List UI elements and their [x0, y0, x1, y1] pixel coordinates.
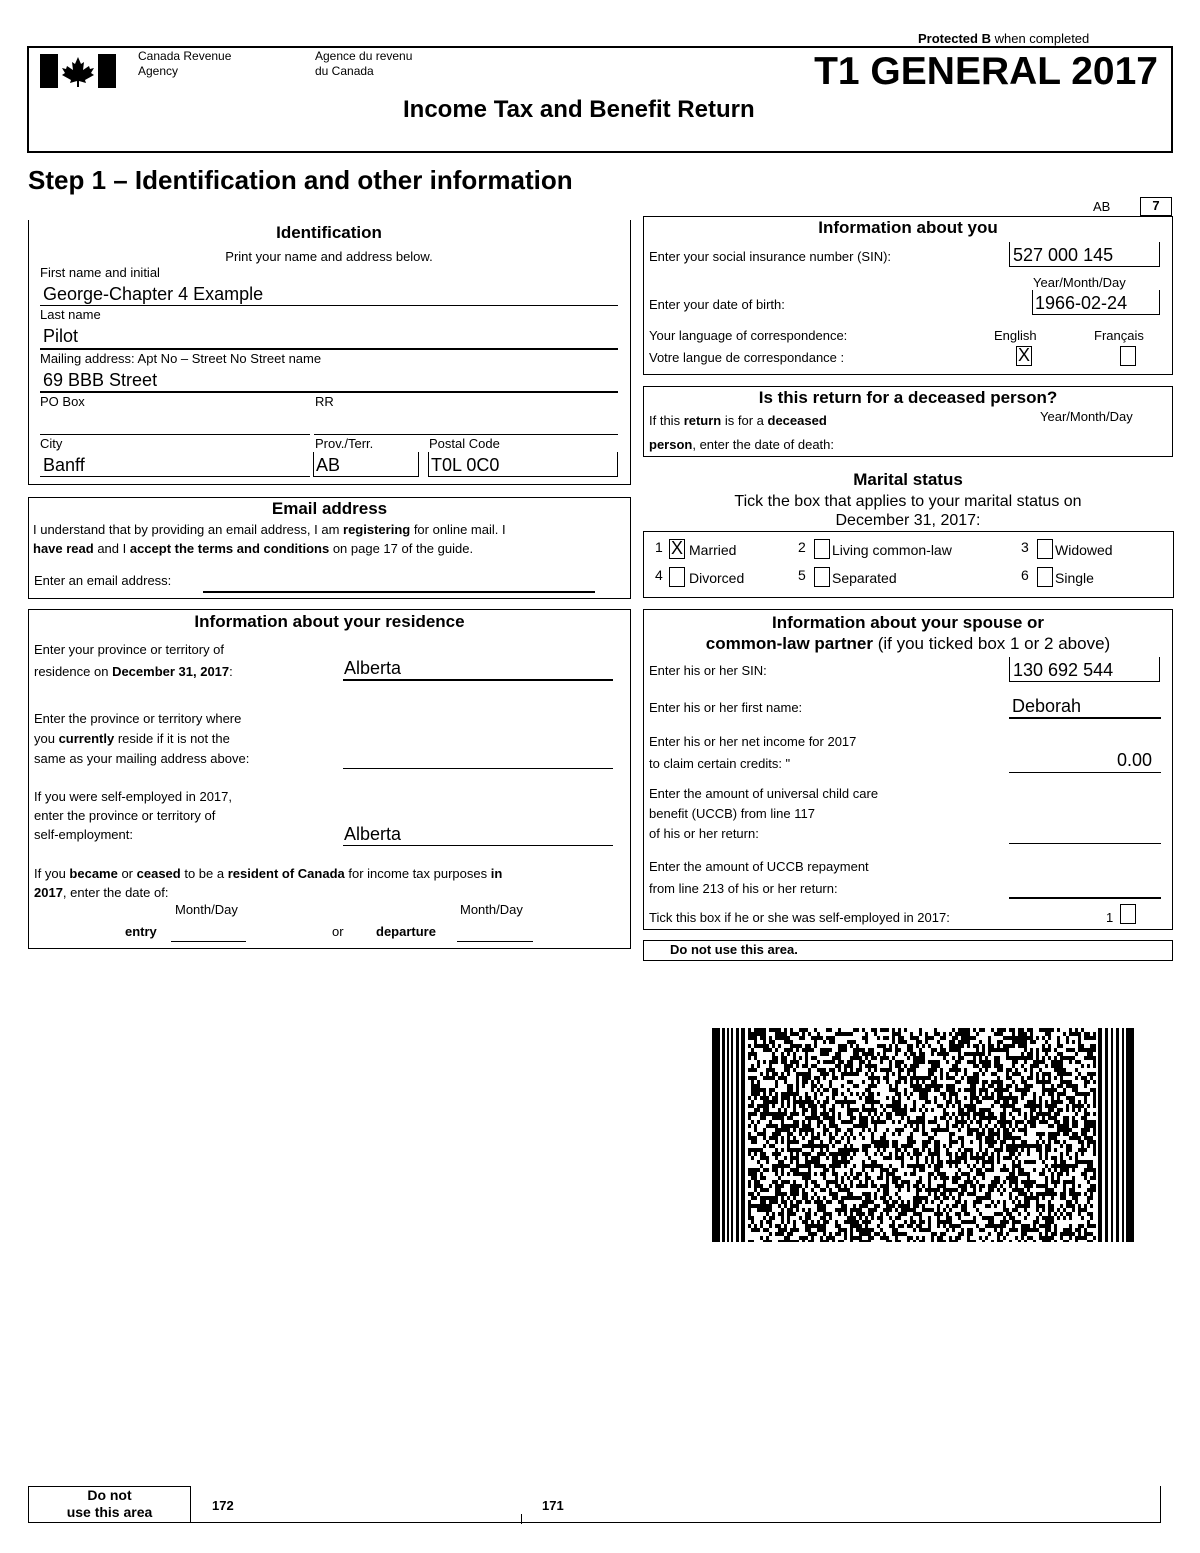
spouse-uccb-field[interactable] [1009, 843, 1161, 844]
spouse-self-employed-label: Tick this box if he or she was self-employed in 2017: [649, 910, 950, 925]
marital-option-common-law[interactable]: 2 Living common-law [798, 539, 952, 558]
or-label: or [332, 924, 344, 939]
province-code: AB [1093, 199, 1111, 214]
current-residence-field[interactable] [343, 768, 613, 769]
separated-checkbox[interactable] [814, 567, 830, 587]
footer-do-not-use-label: Do not use this area [66, 1487, 153, 1520]
spouse-self-employed-checkbox[interactable] [1120, 904, 1136, 924]
current-residence-label: Enter the province or territory where you currently reside if it is not the same as your mailing address above: [34, 711, 250, 766]
francais-checkbox[interactable] [1120, 346, 1136, 366]
postal-code-field[interactable]: T0L 0C0 [431, 455, 500, 475]
francais-label: Français [1094, 328, 1144, 343]
email-consent-text: I understand that by providing an email address, I am registering for online mail. I have read and I accept the terms and conditions on page 17 of the guide. [33, 522, 506, 556]
identification-heading: Identification [276, 223, 382, 242]
email-label: Enter an email address: [34, 573, 172, 588]
province-field[interactable]: AB [316, 455, 341, 475]
spouse-first-name-label: Enter his or her first name: [649, 700, 803, 715]
dob-label: Enter your date of birth: [649, 297, 785, 312]
po-box-label: PO Box [40, 394, 85, 409]
deceased-heading: Is this return for a deceased person? [758, 388, 1058, 407]
entry-date-field[interactable] [171, 941, 246, 942]
province-label: Prov./Terr. [315, 436, 374, 451]
spouse-uccb-repayment-field[interactable] [1009, 897, 1161, 899]
email-heading: Email address [271, 499, 388, 518]
agency-name-fr: Agence du revenu du Canada [315, 49, 413, 78]
mailing-address-label: Mailing address: Apt No – Street No Street name [40, 351, 322, 366]
city-field[interactable]: Banff [43, 455, 85, 475]
postal-code-label: Postal Code [429, 436, 500, 451]
agency-name-en: Canada Revenue Agency [138, 49, 232, 78]
married-checkbox[interactable]: X [670, 538, 683, 558]
email-field[interactable] [203, 591, 595, 593]
spouse-net-income-label: Enter his or her net income for 2017 to claim certain credits: " [649, 734, 857, 771]
english-label: English [994, 328, 1037, 343]
spouse-uccb-label: Enter the amount of universal child care benefit (UCCB) from line 117 of his or her return: [649, 786, 879, 841]
residence-province-label: Enter your province or territory of residence on December 31, 2017: [34, 642, 233, 679]
spouse-first-name-field[interactable]: Deborah [1012, 696, 1082, 716]
dob-field[interactable]: 1966-02-24 [1035, 293, 1128, 313]
single-checkbox[interactable] [1037, 567, 1053, 587]
last-name-label: Last name [40, 307, 101, 322]
sin-field[interactable]: 527 000 145 [1013, 245, 1114, 265]
form-subtitle: Income Tax and Benefit Return [403, 96, 755, 123]
identification-instruction: Print your name and address below. [225, 249, 433, 264]
divorced-checkbox[interactable] [669, 567, 685, 587]
first-name-field[interactable]: George-Chapter 4 Example [43, 284, 264, 304]
english-checkbox[interactable]: X [1017, 345, 1030, 365]
residence-province-field[interactable]: Alberta [344, 658, 402, 678]
common-law-checkbox[interactable] [814, 539, 830, 559]
marital-heading: Marital status [853, 470, 963, 489]
mailing-address-field[interactable]: 69 BBB Street [43, 370, 158, 390]
marital-option-single[interactable]: 6 Single [1021, 567, 1094, 586]
sin-label: Enter your social insurance number (SIN): [649, 249, 892, 264]
spouse-sin-field[interactable]: 130 692 544 [1013, 660, 1114, 680]
self-employment-province-label: If you were self-employed in 2017, enter the province or territory of self-employment: [34, 789, 232, 842]
spouse-net-income-field[interactable]: 0.00 [1116, 750, 1152, 770]
language-label-fr: Votre langue de correspondance : [649, 350, 845, 365]
entry-monthday-label: Month/Day [175, 902, 238, 917]
city-label: City [40, 436, 63, 451]
spouse-uccb-repayment-label: Enter the amount of UCCB repayment from line 213 of his or her return: [649, 859, 869, 896]
form-number-box: 7 [1140, 197, 1172, 216]
self-employment-province-field[interactable]: Alberta [344, 824, 402, 844]
rr-label: RR [315, 394, 334, 409]
about-you-heading: Information about you [818, 218, 998, 237]
form-title: T1 GENERAL 2017 [814, 50, 1158, 93]
do-not-use-label: Do not use this area. [670, 942, 798, 957]
code-172: 172 [212, 1498, 234, 1513]
entry-label: entry [125, 924, 157, 939]
dob-format-label: Year/Month/Day [1033, 275, 1126, 290]
po-box-field[interactable] [40, 434, 310, 435]
spouse-heading: Information about your spouse or common-law partner (if you ticked box 1 or 2 above) [705, 613, 1111, 653]
pdf417-barcode [712, 1028, 1134, 1242]
rr-field[interactable] [314, 434, 618, 435]
marital-option-widowed[interactable]: 3 Widowed [1021, 539, 1113, 558]
deceased-text: If this return is for a deceased person, enter the date of death: [649, 413, 835, 452]
residence-heading: Information about your residence [194, 612, 465, 631]
widowed-checkbox[interactable] [1037, 539, 1053, 559]
spouse-self-employed-number: 1 [1106, 910, 1114, 925]
first-name-label: First name and initial [40, 265, 160, 280]
departure-monthday-label: Month/Day [460, 902, 523, 917]
marital-option-married[interactable]: 1 X Married [655, 538, 737, 558]
spouse-sin-label: Enter his or her SIN: [649, 663, 767, 678]
departure-label: departure [376, 924, 436, 939]
last-name-field[interactable]: Pilot [43, 326, 79, 346]
code-171: 171 [542, 1498, 564, 1513]
marital-instruction: Tick the box that applies to your marital status on December 31, 2017: [734, 493, 1082, 529]
marital-option-divorced[interactable]: 4 Divorced [655, 567, 745, 586]
death-date-format-label: Year/Month/Day [1040, 409, 1133, 424]
language-label-en: Your language of correspondence: [649, 328, 848, 343]
marital-option-separated[interactable]: 5 Separated [798, 567, 897, 586]
departure-date-field[interactable] [457, 941, 533, 942]
residency-change-text: If you became or ceased to be a resident of Canada for income tax purposes in 2017, enter the date of: [34, 866, 503, 900]
step-title: Step 1 – Identification and other information [28, 165, 573, 195]
protected-notice: Protected B when completed [918, 31, 1090, 46]
canada-flag-logo [40, 54, 116, 88]
